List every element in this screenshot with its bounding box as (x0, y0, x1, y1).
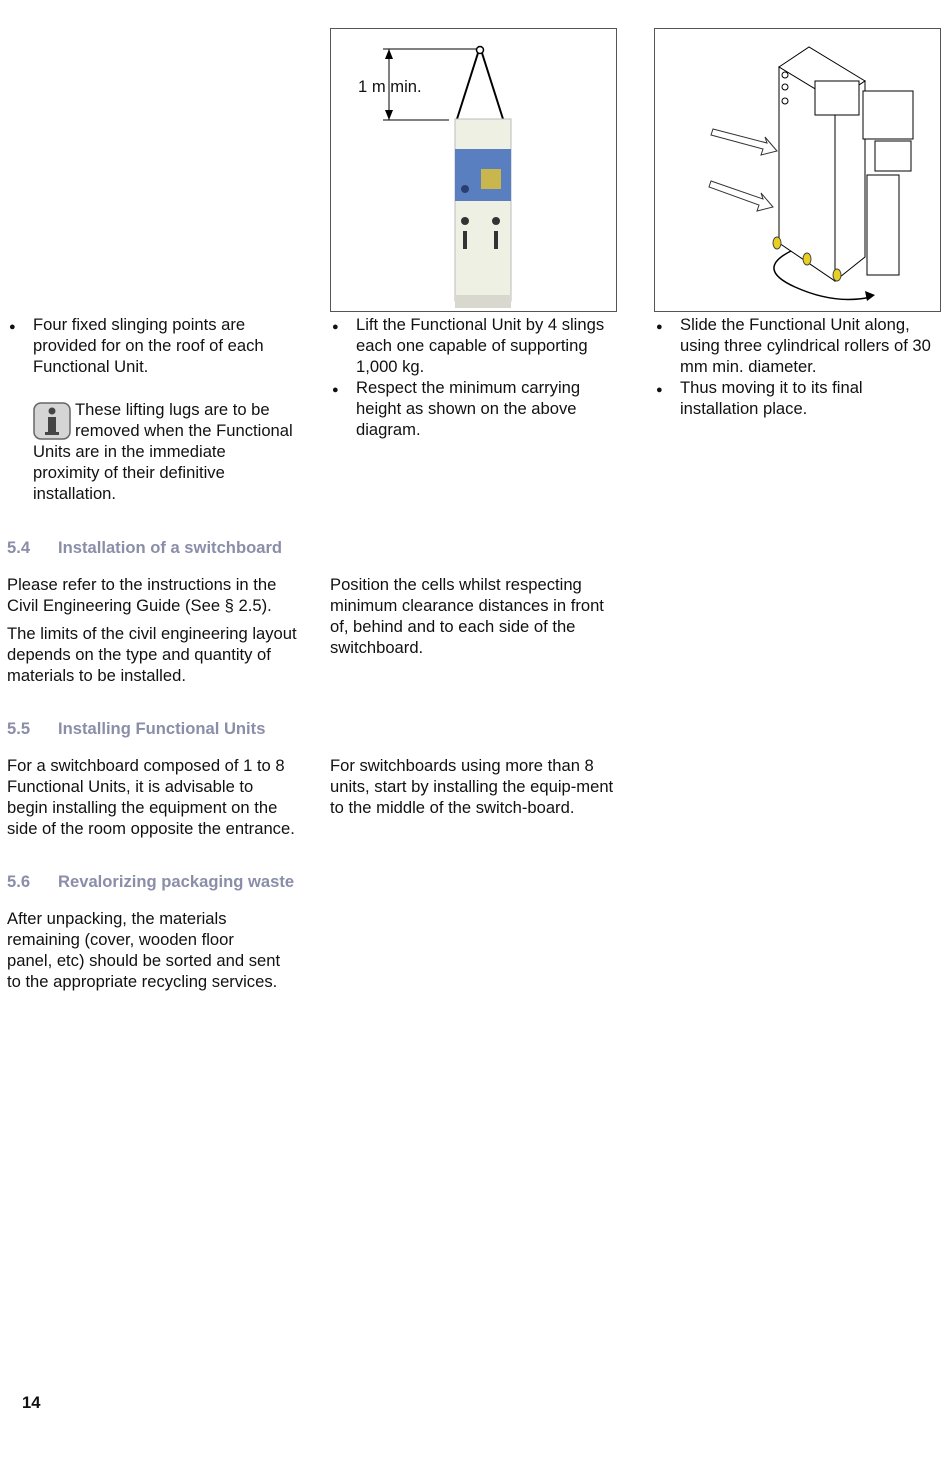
s55-right-text (330, 755, 620, 818)
s54-right-text (330, 574, 616, 658)
col3-bullet-1-text: Slide the Functional Unit along, using three cylindrical rollers of 30 mm min. diameter. (680, 315, 931, 376)
list-item (9, 314, 295, 377)
lifting-figure (330, 28, 617, 312)
section-heading-5-4 (7, 538, 282, 558)
information-icon (33, 401, 71, 441)
clearance-label: 1 m min. (358, 77, 422, 96)
s56-text (7, 908, 282, 992)
list-item (656, 377, 942, 419)
bullet-icon: ● (9, 321, 16, 333)
col3-bullets (656, 314, 942, 419)
section-heading-5-6 (7, 872, 294, 892)
paragraph: For a switchboard composed of 1 to 8 Functional Units, it is advisable to begin installing the equipment on the side of the room opposite the entrance. (7, 756, 295, 838)
page-number: 14 (22, 1393, 41, 1412)
bullet-icon: ● (332, 321, 339, 333)
info-note (33, 399, 295, 504)
section-title: Installation of a switchboard (58, 538, 283, 557)
section-title: Revalorizing packaging waste (58, 872, 295, 891)
section-title: Installing Functional Units (58, 719, 266, 738)
paragraph: The limits of the civil engineering layout depends on the type and quantity of materials to be installed. (7, 624, 297, 685)
section-heading-5-5 (7, 719, 265, 739)
rolling-figure (654, 28, 941, 312)
s54-left-text (7, 574, 302, 686)
bullet-icon: ● (332, 384, 339, 396)
paragraph: Please refer to the instructions in the Civil Engineering Guide (See § 2.5). (7, 575, 277, 615)
rolling-diagram (655, 29, 940, 311)
col3-bullet-2-text: Thus moving it to its final installation place. (680, 378, 863, 418)
list-item (332, 314, 618, 377)
section-number: 5.5 (7, 719, 31, 738)
section-number: 5.6 (7, 872, 31, 891)
info-note-text: These lifting lugs are to be removed when the Functional Units are in the immediate proximity of their definitive installation. (33, 400, 293, 503)
col1-bullets (9, 314, 295, 377)
list-item (656, 314, 942, 377)
bullet-icon: ● (656, 384, 663, 396)
s55-left-text (7, 755, 297, 839)
paragraph: Position the cells whilst respecting minimum clearance distances in front of, behind and to each side of the switchboard. (330, 575, 604, 657)
col2-bullet-1-text: Lift the Functional Unit by 4 slings each one capable of supporting 1,000 kg. (356, 315, 605, 376)
paragraph: For switchboards using more than 8 units, start by installing the equip-ment to the middle of the switch-board. (330, 756, 614, 817)
col1-bullet-1-text: Four fixed slinging points are provided for on the roof of each Functional Unit. (33, 315, 264, 376)
lifting-diagram (331, 29, 616, 311)
list-item (332, 377, 618, 440)
bullet-icon: ● (656, 321, 663, 333)
section-number: 5.4 (7, 538, 31, 557)
col2-bullets (332, 314, 618, 440)
paragraph: After unpacking, the materials remaining (cover, wooden floor panel, etc) should be sorted and sent to the appropriate recycling services. (7, 909, 281, 991)
col2-bullet-2-text: Respect the minimum carrying height as shown on the above diagram. (356, 378, 581, 439)
